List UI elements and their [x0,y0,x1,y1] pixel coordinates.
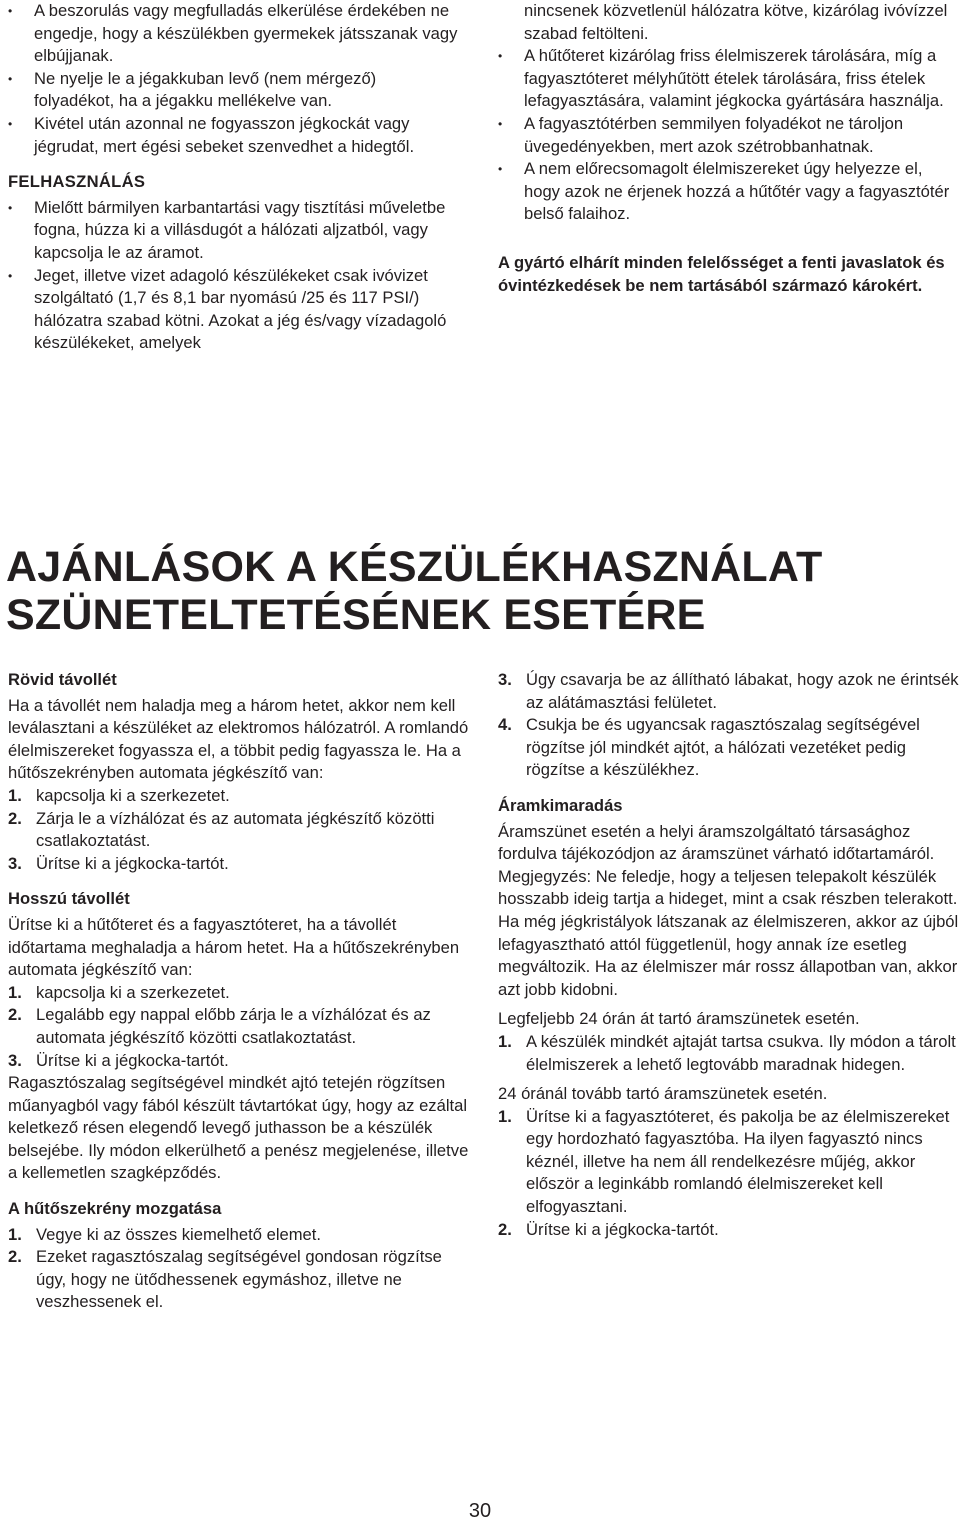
usage-list-continued [498,45,960,226]
title-line-1: AJÁNLÁSOK A KÉSZÜLÉKHASZNÁLAT [6,543,823,591]
step-number: 1. [8,1224,22,1244]
short-absence-steps [8,785,470,875]
step-text: Ürítse ki a jégkocka-tartót. [36,853,229,873]
step-number: 4. [498,715,512,735]
list-item [8,982,470,1005]
continued-text: nincsenek közvetlenül hálózatra kötve, kizárólag ivóvízzel szabad feltölteni. [524,1,948,43]
list-item [8,853,470,876]
short-outage-steps [498,1031,960,1076]
step-text: Ürítse ki a jégkocka-tartót. [526,1219,719,1239]
list-item [498,1219,960,1242]
step-number: 1. [498,1031,512,1051]
page-number: 30 [468,1500,492,1522]
step-text: Ürítse ki a jégkocka-tartót. [36,1050,229,1070]
list-item [8,808,470,853]
safety-column-right [498,0,960,297]
step-text: Legalább egy nappal előbb zárja le a vízhálózat és az automata jégkészítő közötti csatlakoztatást. [36,1005,431,1047]
list-item [498,1031,960,1076]
step-number: 1. [8,785,22,805]
short-absence-heading: Rövid távollét [8,670,117,689]
step-text: Ezeket ragasztószalag segítségével gondosan rögzítse úgy, hogy ne ütődhessenek egymáshoz, illetve ne veszhessenek el. [36,1247,442,1312]
step-number: 2. [8,1247,22,1267]
step-number: 1. [8,982,22,1002]
step-number: 2. [8,1005,22,1025]
moving-steps-continued [498,669,960,782]
power-outage-text: Áramszünet esetén a helyi áramszolgáltató társasághoz fordulva tájékozódjon az áramszünet várható időtartamáról. Megjegyzés: Ne feledje, hogy a teljesen telepakolt készülék hosszabb ideig tartja a hideget, mint a csak részben telerakott. Ha még jégkristályok látszanak az élelmiszeren, akkor az újból lefagyasztható attól függetlenül, hogy annak íze esetleg megváltozik. Ha az élelmiszer már rossz állapotban van, akkor azt jobb kidobni. [498,821,959,999]
long-absence-after-text: Ragasztószalag segítségével mindkét ajtó tetején rögzítsen műanyagból vagy fából készült távtartókat úgy, hogy az ezáltal keletkező résen elegendő levegő juthasson be a készülék belsejébe. Ily módon elkerülhető a penész megjelenése, illetve a kellemetlen szagképződés. [8,1073,469,1183]
list-item [498,669,960,714]
list-item [498,714,960,782]
step-text: Vegye ki az összes kiemelhető elemet. [36,1224,322,1244]
step-number: 3. [498,670,512,689]
step-number: 3. [8,1050,22,1070]
absence-column-left [8,669,470,1314]
list-item: • A nem előrecsomagolt élelmiszereket úgy helyezze el, hogy azok ne érjenek hozzá a hűtőtér vagy a fagyasztótér belső falaihoz. [498,158,960,226]
step-number: 1. [498,1106,512,1126]
title-line-2: SZÜNETELTETÉSÉNEK ESETÉRE [6,591,706,639]
list-item: • A fagyasztótérben semmilyen folyadékot ne tároljon üvegedényekben, mert azok szétrobbanhatnak. [498,113,960,158]
long-absence-heading: Hosszú távollét [8,889,130,909]
short-absence-text: Ha a távollét nem haladja meg a három hetet, akkor nem kell leválasztani a készüléket az elektromos hálózatról. A romlandó élelmiszereket fogyassza el, a többit pedig fagyassza le. Ha a hűtőszekrényben automata jégkészítő van: [8,695,469,783]
long-outage-steps [498,1106,960,1242]
moving-steps [8,1224,470,1314]
step-text: Úgy csavarja be az állítható lábakat, hogy azok ne érintsék az alátámasztási felületet. [526,670,959,712]
list-item: • A hűtőteret kizárólag friss élelmiszerek tárolására, míg a fagyasztóteret mélyhűtött ételek tárolására, friss ételek lefagyasztására, valamint jégkocka gyártására használja. [498,45,960,113]
long-outage-label: 24 óránál tovább tartó áramszünetek esetén. [498,1084,828,1104]
step-text: kapcsolja ki a szerkezetet. [36,982,230,1002]
usage-list [8,197,458,355]
page-title [6,543,956,639]
list-item [8,785,470,808]
step-text: A készülék mindkét ajtaját tartsa csukva. Ily módon a tárolt élelmiszerek a lehető legtovább maradnak hidegen. [526,1031,956,1074]
step-text: Zárja le a vízhálózat és az automata jégkészítő közötti csatlakoztatást. [36,808,435,851]
short-outage-label: Legfeljebb 24 órán át tartó áramszünetek esetén. [498,1009,860,1029]
step-text: kapcsolja ki a szerkezetet. [36,785,230,805]
absence-column-right [498,669,960,1241]
list-item [8,1224,470,1247]
disclaimer: A gyártó elhárít minden felelősséget a fenti javaslatok és óvintézkedések be nem tartásából származó károkért. [498,252,945,295]
list-item: • A beszorulás vagy megfulladás elkerülése érdekében ne engedje, hogy a készülékben gyermekek játsszanak vagy elbújjanak. [8,0,458,68]
usage-heading: FELHASZNÁLÁS [8,172,146,192]
moving-heading: A hűtőszekrény mozgatása [8,1199,222,1219]
long-absence-text: Ürítse ki a hűtőteret és a fagyasztóteret, ha a távollét időtartama meghaladja a három hetet. Ha a hűtőszekrényben automata jégkészítő van: [8,914,460,980]
list-item: • Ne nyelje le a jégakkuban levő (nem mérgező) folyadékot, ha a jégakku mellékelve van. [8,68,458,113]
safety-list [8,0,458,158]
list-item [8,1050,470,1073]
step-number: 2. [498,1219,512,1239]
safety-column-left [8,0,458,355]
step-number: 2. [8,808,22,828]
power-outage-heading: Áramkimaradás [498,795,623,815]
list-item: • Mielőtt bármilyen karbantartási vagy tisztítási műveletbe fogna, húzza ki a villásdugót a hálózati aljzatból, vagy kapcsolja le az áramot. [8,197,458,265]
list-item [8,1004,470,1049]
step-text: Csukja be és ugyancsak ragasztószalag segítségével rögzítse jól mindkét ajtót, a hálózati vezetéket pedig rögzítse a készülékhez. [526,715,920,780]
list-item [498,1106,960,1219]
list-item: • Kivétel után azonnal ne fogyasszon jégkockát vagy jégrudat, mert égési sebeket szenvedhet a hidegtől. [8,113,458,158]
step-text: Ürítse ki a fagyasztóteret, és pakolja be az élelmiszereket egy hordozható fagyasztóba. Ha ilyen fagyasztó nincs kéznél, illetve ha nem áll rendelkezésre műjég, akkor először a leginkább romlandó élelmiszereket kell elfogyasztani. [526,1106,950,1217]
long-absence-steps [8,982,470,1072]
list-item [8,1246,470,1314]
step-number: 3. [8,853,22,873]
list-item: • Jeget, illetve vizet adagoló készülékeket csak ivóvizet szolgáltató (1,7 és 8,1 bar nyomású /25 és 117 PSI/) hálózatra szabad kötni. Azokat a jég és/vagy vízadagoló készülékeket, amelyek [8,265,458,355]
